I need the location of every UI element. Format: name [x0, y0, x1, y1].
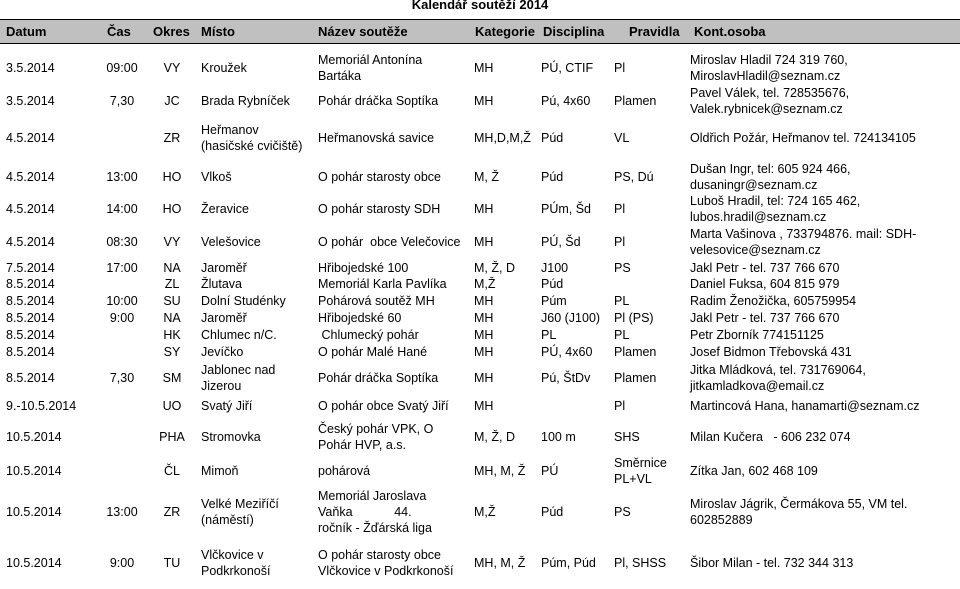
- cell-disciplina: PÚ, Šd: [541, 234, 581, 249]
- cell-okres: HO: [162, 201, 182, 216]
- cell-pravidla: Pl: [614, 201, 626, 216]
- cell-datum: 8.5.2014: [6, 310, 55, 325]
- cell-kontakt: Marta Vašinova , 733794876. mail: SDH- velesovice@seznam.cz: [690, 226, 917, 257]
- cell-disciplina: 100 m: [541, 430, 576, 444]
- cell-misto: Velké Meziříčí (náměstí): [201, 496, 279, 527]
- cell-misto: Jaroměř: [201, 310, 247, 325]
- cell-misto: Jaroměř: [201, 260, 247, 275]
- cell-datum: 3.5.2014: [6, 61, 55, 75]
- table-row: [0, 115, 960, 161]
- cell-datum: 8.5.2014: [6, 370, 55, 385]
- cell-okres: JC: [164, 94, 180, 108]
- cell-kategorie: MH: [474, 370, 494, 385]
- header-nazev: Název soutěže: [318, 24, 408, 39]
- header-pravidla: Pravidla: [629, 24, 680, 39]
- cell-kontakt: Milan Kučera - 606 232 074: [690, 430, 851, 444]
- cell-kontakt: Zítka Jan, 602 468 109: [690, 463, 818, 478]
- cell-pravidla: Pl (PS): [614, 310, 654, 325]
- cell-pravidla: PS: [614, 260, 631, 275]
- cell-disciplina: PL: [541, 327, 557, 342]
- cell-pravidla: SHS: [614, 430, 640, 444]
- cell-disciplina: J100: [541, 260, 569, 275]
- table-row: [0, 538, 960, 588]
- cell-okres: VY: [163, 61, 181, 75]
- cell-pravidla: VL: [614, 131, 630, 145]
- cell-datum: 7.5.2014: [6, 260, 55, 275]
- cell-okres: NA: [163, 260, 181, 275]
- cell-nazev: Český pohár VPK, O Pohár HVP, a.s.: [318, 422, 434, 452]
- cell-pravidla: Pl: [614, 61, 626, 75]
- cell-kategorie: M,Ž: [474, 277, 496, 291]
- cell-okres: PHA: [159, 430, 185, 444]
- cell-kategorie: MH: [474, 310, 494, 325]
- cell-disciplina: Púd: [541, 504, 564, 519]
- cell-cas: 08:30: [106, 234, 138, 249]
- cell-kategorie: MH: [474, 345, 494, 359]
- cell-nazev: Hřibojedské 100: [318, 260, 409, 275]
- cell-pravidla: Směrnice PL+VL: [614, 455, 667, 486]
- cell-datum: 10.5.2014: [6, 430, 62, 444]
- header-kategorie: Kategorie: [475, 24, 535, 39]
- cell-kategorie: MH,D,M,Ž: [474, 131, 531, 145]
- cell-kategorie: MH, M, Ž: [474, 556, 526, 570]
- cell-cas: 9:00: [109, 310, 135, 325]
- cell-kontakt: Pavel Válek, tel. 728535676, Valek.rybnicek@seznam.cz: [690, 86, 850, 116]
- cell-disciplina: PÚ, CTIF: [541, 61, 594, 75]
- cell-nazev: Pohár dráčka Soptíka: [318, 370, 439, 385]
- cell-kategorie: MH: [474, 234, 494, 249]
- cell-misto: Mimoň: [201, 463, 239, 478]
- cell-misto: Vlkoš: [201, 169, 232, 184]
- cell-cas: 9:00: [109, 556, 135, 570]
- cell-datum: 10.5.2014: [6, 463, 62, 478]
- table-row: [0, 456, 960, 485]
- cell-pravidla: PL: [614, 293, 630, 308]
- cell-nazev: Heřmanovská savice: [318, 131, 435, 145]
- table-row: [0, 326, 960, 343]
- table-row: [0, 259, 960, 276]
- cell-misto: Jablonec nad Jizerou: [201, 362, 276, 393]
- cell-kontakt: Dušan Ingr, tel: 605 924 466, dusaningr@seznam.cz: [690, 161, 851, 192]
- cell-okres: HO: [162, 169, 182, 184]
- cell-disciplina: PÚm, Šd: [541, 201, 592, 216]
- cell-datum: 8.5.2014: [6, 293, 55, 308]
- cell-pravidla: Pl: [614, 234, 626, 249]
- table-row: [0, 192, 960, 225]
- header-disciplina: Disciplina: [543, 24, 605, 39]
- cell-nazev: Memoriál Karla Pavlíka: [318, 277, 447, 291]
- cell-pravidla: Pl, SHSS: [614, 556, 667, 570]
- cell-kategorie: MH: [474, 61, 494, 75]
- cell-cas: 14:00: [106, 201, 138, 216]
- cell-pravidla: Plamen: [614, 370, 657, 385]
- cell-cas: 10:00: [106, 293, 138, 308]
- cell-cas: 13:00: [106, 169, 138, 184]
- cell-nazev: O pohár obce Svatý Jiří: [318, 399, 449, 413]
- table-row: [0, 276, 960, 292]
- cell-disciplina: J60 (J100): [541, 310, 601, 325]
- table-row: [0, 343, 960, 361]
- cell-disciplina: Púm: [541, 293, 567, 308]
- cell-kontakt: Daniel Fuksa, 604 815 979: [690, 277, 840, 291]
- cell-okres: TU: [163, 556, 181, 570]
- cell-datum: 10.5.2014: [6, 504, 62, 519]
- cell-kategorie: M, Ž: [474, 169, 499, 184]
- cell-kategorie: M, Ž, D: [474, 260, 515, 275]
- cell-okres: NA: [163, 310, 181, 325]
- cell-disciplina: Púd: [541, 277, 564, 291]
- cell-nazev: Pohár dráčka Soptíka: [318, 94, 439, 108]
- cell-kontakt: Jitka Mládková, tel. 731769064, jitkamladkova@email.cz: [690, 362, 866, 393]
- cell-datum: 3.5.2014: [6, 94, 55, 108]
- cell-kategorie: MH: [474, 399, 494, 413]
- cell-kategorie: MH: [474, 201, 494, 216]
- cell-kontakt: Petr Zborník 774151125: [690, 327, 824, 342]
- cell-nazev: O pohár starosty SDH: [318, 201, 441, 216]
- cell-pravidla: Plamen: [614, 94, 657, 108]
- cell-misto: Svatý Jiří: [201, 399, 253, 413]
- cell-datum: 4.5.2014: [6, 201, 55, 216]
- cell-nazev: O pohár starosty obce Vlčkovice v Podkrkonoší: [318, 548, 454, 578]
- cell-nazev: Pohárová soutěž MH: [318, 293, 435, 308]
- cell-cas: 7,30: [109, 370, 135, 385]
- table-row: [0, 309, 960, 326]
- table-row: [0, 88, 960, 114]
- cell-okres: SM: [162, 370, 182, 385]
- cell-datum: 10.5.2014: [6, 556, 62, 570]
- cell-okres: ZL: [164, 277, 180, 291]
- cell-datum: 8.5.2014: [6, 327, 55, 342]
- cell-pravidla: PS: [614, 504, 631, 519]
- cell-kategorie: M, Ž, D: [474, 430, 515, 444]
- table-row: [0, 394, 960, 418]
- cell-misto: Žeravice: [201, 201, 249, 216]
- cell-nazev: Memoriál Jaroslava Vaňka 44. ročník - Žďárská liga: [318, 488, 432, 535]
- cell-okres: VY: [163, 234, 181, 249]
- cell-nazev: Chlumecký pohár: [318, 327, 419, 342]
- cell-misto: Vlčkovice v Podkrkonoší: [201, 548, 271, 578]
- cell-disciplina: Pú, 4x60: [541, 94, 591, 108]
- cell-datum: 4.5.2014: [6, 169, 55, 184]
- cell-cas: 13:00: [106, 504, 138, 519]
- cell-misto: Velešovice: [201, 234, 261, 249]
- cell-datum: 8.5.2014: [6, 345, 55, 359]
- cell-misto: Žlutava: [201, 277, 242, 291]
- cell-okres: SY: [163, 345, 181, 359]
- table-row: [0, 418, 960, 456]
- header-misto: Místo: [201, 24, 235, 39]
- cell-nazev: Memoriál Antonína Bartáka: [318, 53, 423, 83]
- cell-disciplina: Pú, ŠtDv: [541, 370, 591, 385]
- cell-kontakt: Radim Ženožička, 605759954: [690, 293, 857, 308]
- cell-misto: Stromovka: [201, 430, 261, 444]
- cell-misto: Dolní Studénky: [201, 293, 286, 308]
- cell-nazev: O pohár obce Velečovice: [318, 234, 461, 249]
- cell-pravidla: Pl: [614, 399, 626, 413]
- cell-cas: 17:00: [106, 260, 138, 275]
- cell-kontakt: Šibor Milan - tel. 732 344 313: [690, 556, 854, 570]
- header-kontakt: Kont.osoba: [694, 24, 766, 39]
- table-row: [0, 161, 960, 192]
- cell-datum: 4.5.2014: [6, 234, 55, 249]
- cell-misto: Brada Rybníček: [201, 94, 290, 108]
- header-cas: Čas: [107, 24, 131, 39]
- header-okres: Okres: [153, 24, 190, 39]
- cell-kategorie: MH: [474, 327, 494, 342]
- table-row: [0, 485, 960, 538]
- cell-okres: UO: [162, 399, 182, 413]
- cell-misto: Jevíčko: [201, 345, 244, 359]
- table-row: [0, 292, 960, 309]
- cell-pravidla: PL: [614, 327, 630, 342]
- table-row: [0, 361, 960, 394]
- cell-cas: 09:00: [106, 61, 138, 75]
- cell-misto: Heřmanov (hasičské cvičiště): [201, 123, 303, 153]
- cell-okres: SU: [163, 293, 181, 308]
- cell-disciplina: PÚ, 4x60: [541, 345, 593, 359]
- cell-kategorie: MH: [474, 293, 494, 308]
- cell-disciplina: Púd: [541, 131, 564, 145]
- cell-okres: ČL: [164, 463, 180, 478]
- cell-nazev: Hřibojedské 60: [318, 310, 402, 325]
- cell-kontakt: Jakl Petr - tel. 737 766 670: [690, 310, 840, 325]
- cell-nazev: pohárová: [318, 463, 371, 478]
- cell-kategorie: MH, M, Ž: [474, 463, 526, 478]
- cell-datum: 4.5.2014: [6, 131, 55, 145]
- cell-okres: ZR: [163, 131, 181, 145]
- cell-pravidla: Plamen: [614, 345, 657, 359]
- cell-pravidla: PS, Dú: [614, 169, 654, 184]
- cell-kontakt: Miroslav Jágrik, Čermákova 55, VM tel. 602852889: [690, 496, 908, 527]
- cell-nazev: O pohár Malé Hané: [318, 345, 428, 359]
- cell-nazev: O pohár starosty obce: [318, 169, 441, 184]
- cell-misto: Chlumec n/C.: [201, 327, 277, 342]
- table-row: [0, 225, 960, 258]
- cell-kontakt: Luboš Hradil, tel: 724 165 462, lubos.hradil@seznam.cz: [690, 193, 861, 224]
- cell-misto: Kroužek: [201, 61, 247, 75]
- cell-disciplina: Púd: [541, 169, 564, 184]
- cell-kontakt: Miroslav Hladil 724 319 760, MiroslavHladil@seznam.cz: [690, 53, 848, 83]
- cell-kontakt: Oldřich Požár, Heřmanov tel. 724134105: [690, 131, 916, 145]
- cell-kontakt: Josef Bidmon Třebovská 431: [690, 345, 852, 359]
- cell-kategorie: M,Ž: [474, 504, 496, 519]
- cell-datum: 8.5.2014: [6, 277, 55, 291]
- cell-kontakt: Martincová Hana, hanamarti@seznam.cz: [690, 399, 920, 413]
- cell-cas: 7,30: [109, 94, 135, 108]
- cell-okres: ZR: [163, 504, 181, 519]
- cell-disciplina: Púm, Púd: [541, 556, 596, 570]
- header-datum: Datum: [6, 24, 47, 39]
- cell-kontakt: Jakl Petr - tel. 737 766 670: [690, 260, 840, 275]
- cell-okres: HK: [163, 327, 181, 342]
- table-header: [0, 19, 960, 44]
- cell-kategorie: MH: [474, 94, 494, 108]
- cell-datum: 9.-10.5.2014: [6, 399, 77, 413]
- table-row: [0, 49, 960, 87]
- page-title: Kalendář soutěží 2014: [411, 0, 549, 12]
- cell-disciplina: PÚ: [541, 463, 559, 478]
